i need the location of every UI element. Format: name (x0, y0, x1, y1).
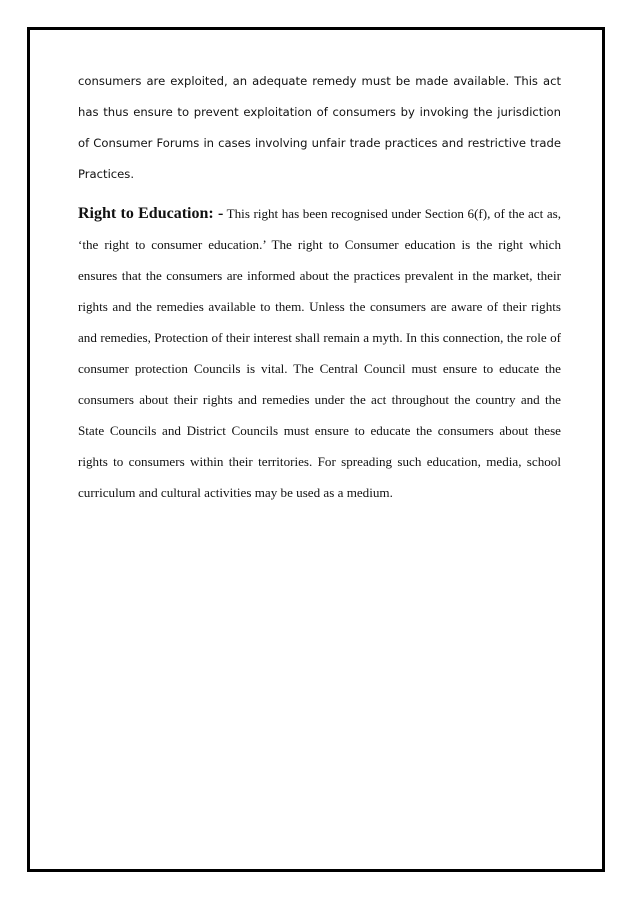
paragraph-consumer-forums: consumers are exploited, an adequate remedy must be made available. This act has thus ensure to prevent exploitation of consumers by invoking the jurisdiction of Consumer Forums in cases involving unfair trade practices and restrictive trade Practices. (78, 74, 561, 181)
paragraph-right-to-education (78, 198, 561, 508)
section-heading: Right to Education: - (78, 205, 224, 222)
section-body: This right has been recognised under Section 6(f), of the act as, ‘the right to consumer education.’ The right to Consumer education is the right which ensures that the consumers are informed about the practices prevalent in the market, their rights and the remedies available to them. Unless the consumers are aware of their rights and remedies, Protection of their interest shall remain a myth. In this connection, the role of consumer protection Councils is vital. The Central Council must ensure to educate the consumers about their rights and remedies under the act throughout the country and the State Councils and District Councils must ensure to educate the consumers about these rights to consumers within their territories. For spreading such education, media, school curriculum and cultural activities may be used as a medium. (78, 206, 561, 500)
